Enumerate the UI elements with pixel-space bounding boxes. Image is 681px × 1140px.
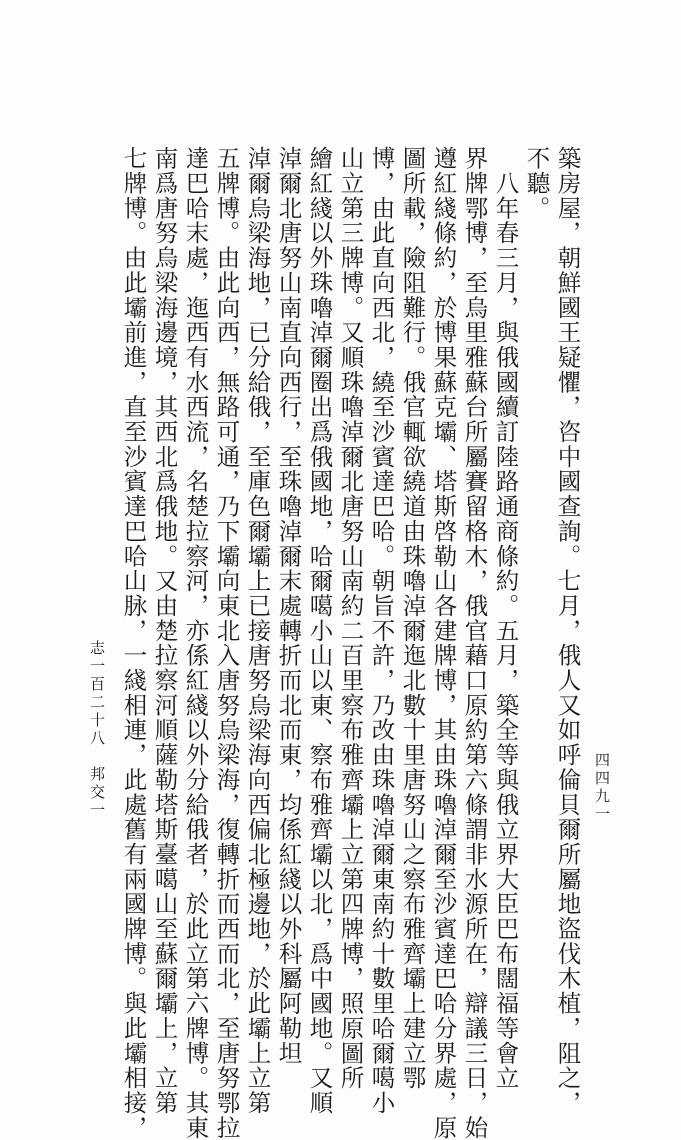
text-column-6: 圖所載，險阻難行。俄官輒欲繞道由珠嚕淖爾迤北數十里唐努山之察布雅齊壩上建立鄂 [398,146,427,1091]
text-column-14: 南爲唐努烏梁海邊境，其西北爲俄地。又由楚拉察河順薩勒塔斯臺噶山至蘇爾壩上，立第 [150,146,179,1116]
text-column-10: 淖爾北唐努山南直向西行，至珠嚕淖爾末處轉折而北而東，均係紅綫以外科屬阿勒坦 [274,146,303,1066]
text-column-11: 淖爾烏梁海地，已分給俄，至庫色爾壩上已接唐努烏梁海向西偏北極邊地，於此壩上立第 [243,146,272,1116]
text-column-4: 界牌鄂博，至烏里雅蘇台所屬賽留格木，俄官藉口原約第六條謂非水源所在，辯議三日，始 [460,146,489,1140]
text-column-2: 不聽。 [522,146,551,221]
text-column-12: 五牌博。由此向西，無路可通，乃下壩向東北入唐努烏梁海，復轉折而西而北，至唐努鄂拉 [212,146,241,1140]
text-column-7: 博，由此直向西北，繞至沙賓達巴哈。朝旨不許，乃改由珠嚕淖爾東南約十數里哈爾噶小 [367,146,396,1116]
text-column-15: 七牌博。由此壩前進，直至沙賓達巴哈山脉，一綫相連，此處舊有兩國牌博。與此壩相接， [119,146,148,1140]
page-number: 四四九一 [593,752,611,824]
text-column-13: 達巴哈末處，迤西有水西流，名楚拉察河，亦係紅綫以外分給俄者，於此立第六牌博。其東 [181,146,210,1140]
text-column-8: 山立第三牌博。又順珠嚕淖爾北唐努山南約二百里察布雅齊壩上立第四牌博，照原圖所 [336,146,365,1091]
chapter-header: 志一百二十八 邦交一 [88,640,106,820]
text-column-9: 繪紅綫以外珠嚕淖爾圈出爲俄國地，哈爾噶小山以東、察布雅齊壩以北，爲中國地。又順 [305,146,334,1116]
text-column-3: 八年春三月，與俄國續訂陸路通商條約。五月，築全等與俄立界大臣巴布闊福等會立 [491,146,520,1091]
text-column-1: 築房屋，朝鮮國王疑懼，咨中國查詢。七月，俄人又如呼倫貝爾所屬地盜伐木植，阻之， [553,146,582,1116]
text-column-5: 遵紅綫條約，於博果蘇克壩、塔斯啓勒山各建牌博，其由珠嚕淖爾至沙賓達巴哈分界處，原 [429,146,458,1140]
